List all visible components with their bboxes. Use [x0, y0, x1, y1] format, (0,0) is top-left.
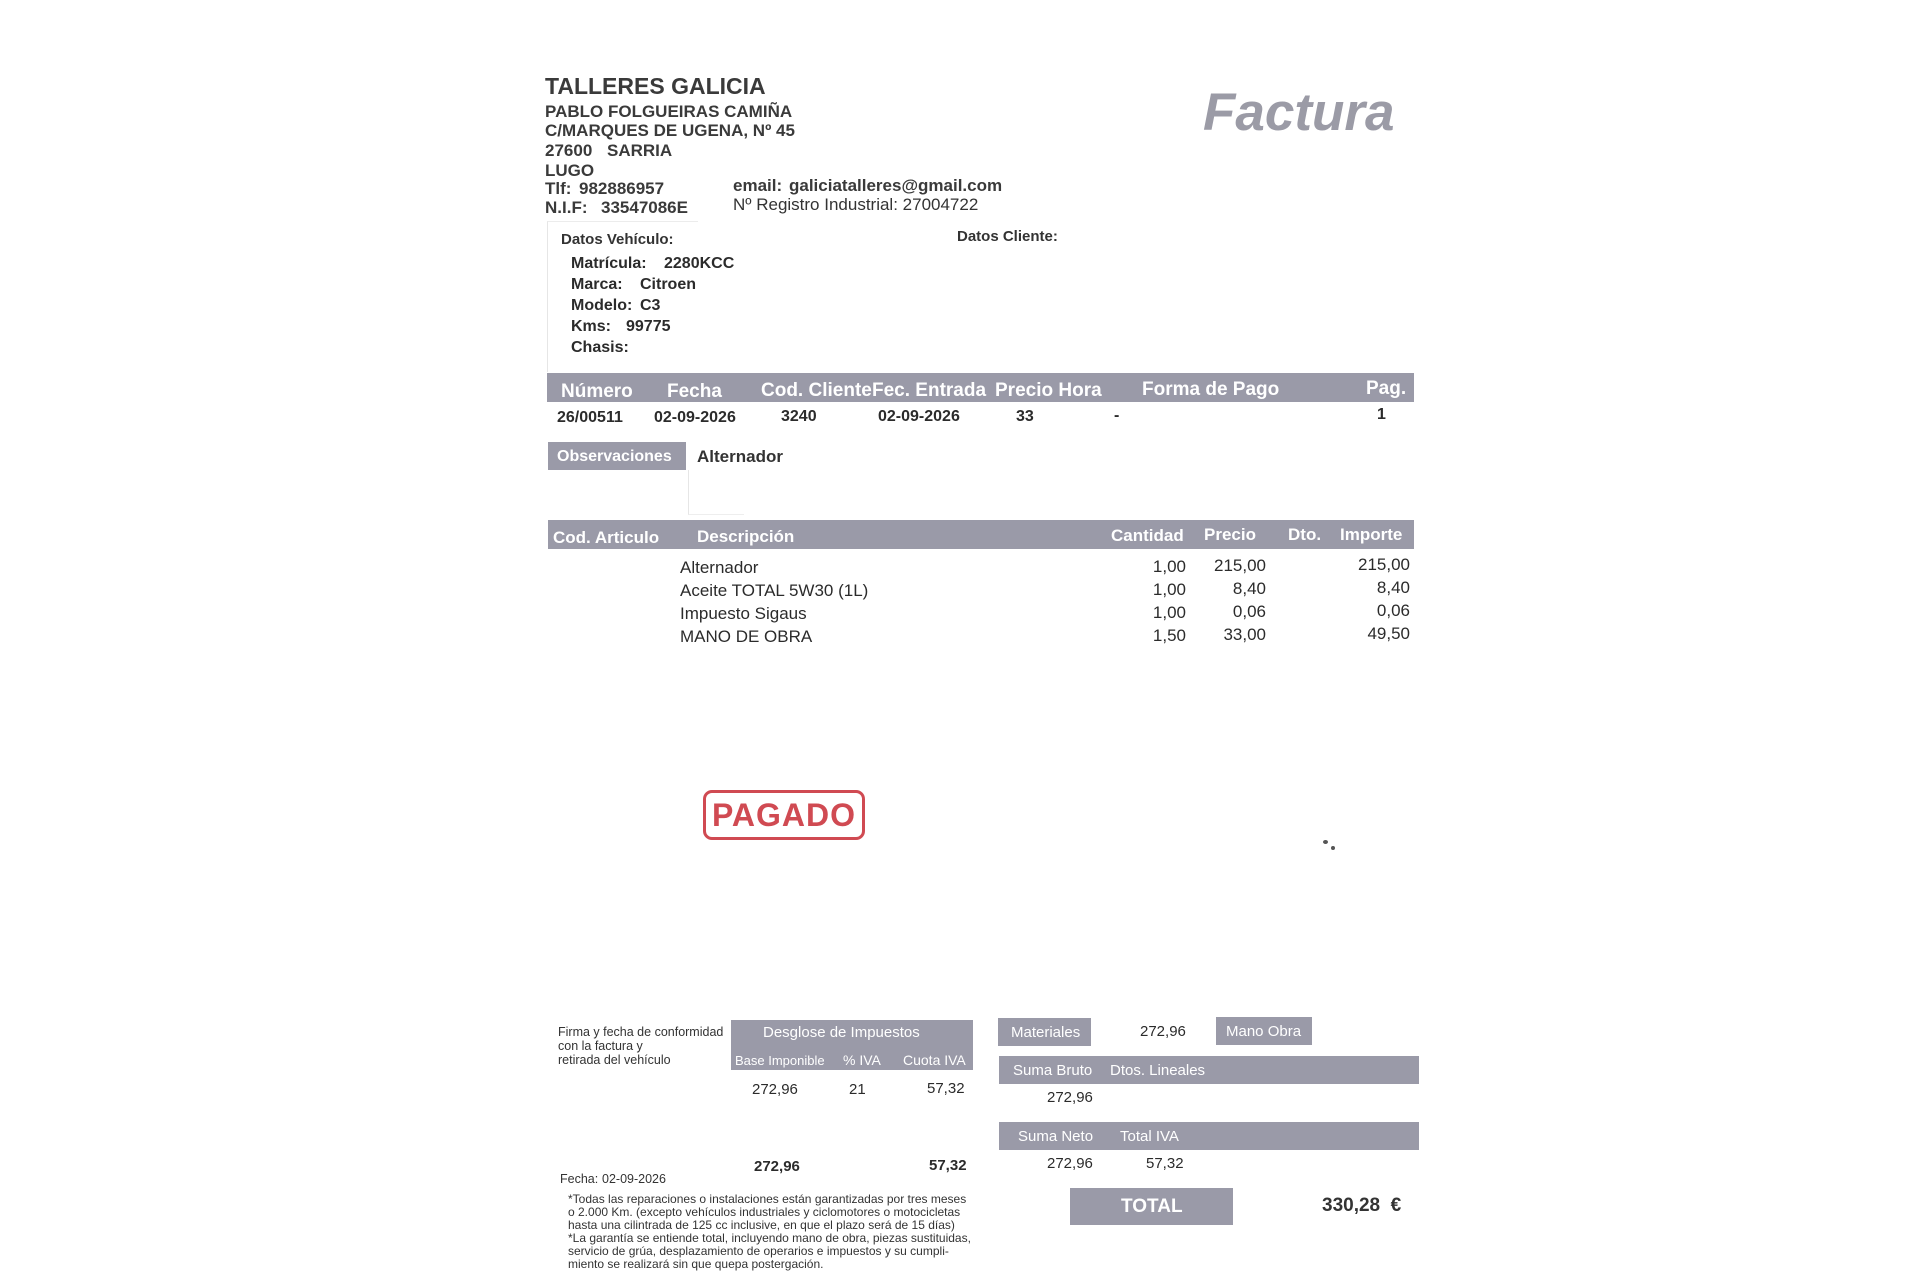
industrial-registry: Nº Registro Industrial: 27004722: [733, 195, 979, 214]
warranty-line-2: o 2.000 Km. (excepto vehículos industriales y ciclomotores o motocicletas: [568, 1205, 961, 1219]
tax-quota: 57,32: [927, 1080, 965, 1097]
phone-label: Tlf:: [545, 179, 572, 198]
item-description: Alternador: [680, 558, 759, 577]
col-date: Fecha: [667, 381, 722, 402]
signature-line-3: retirada del vehículo: [558, 1053, 671, 1067]
client-code: 3240: [781, 408, 817, 425]
signature-date-label: Fecha:: [560, 1172, 599, 1186]
warranty-line-3: hasta una cilintrada de 125 cc inclusive, en que el plazo será de 15 días): [568, 1218, 955, 1232]
company-name: TALLERES GALICIA: [545, 73, 766, 99]
signature-line-2: con la factura y: [558, 1039, 643, 1053]
item-quantity: 1,50: [1152, 626, 1186, 645]
kms-label: Kms:: [571, 318, 612, 335]
email-value: galiciatalleres@gmail.com: [789, 176, 1003, 195]
item-price: 0,06: [1232, 602, 1266, 621]
company-province: LUGO: [545, 161, 595, 180]
warranty-line-4: *La garantía se entiende total, incluyendo mano de obra, piezas sustituidas,: [568, 1231, 971, 1245]
warranty-line-5: servicio de grúa, desplazamiento de operarios e impuestos y su cumpli-: [568, 1244, 949, 1258]
vat-total-value: 57,32: [1146, 1155, 1184, 1172]
grand-total: 330,28 €: [1322, 1195, 1402, 1216]
brand-value: Citroen: [640, 276, 696, 293]
col-article-code: Cod. Articulo: [553, 528, 660, 547]
tax-total-base: 272,96: [754, 1158, 800, 1175]
tax-base: 272,96: [752, 1081, 798, 1098]
payment-method: -: [1114, 407, 1120, 424]
item-amount: 49,50: [1367, 624, 1410, 643]
item-description: Impuesto Sigaus: [680, 604, 807, 623]
col-entry-date: Fec. Entrada: [872, 380, 987, 401]
col-number: Número: [561, 381, 633, 402]
scan-speck: [1331, 846, 1335, 850]
col-quantity: Cantidad: [1111, 526, 1184, 545]
entry-date: 02-09-2026: [878, 408, 960, 425]
phone-value: 982886957: [579, 179, 665, 198]
vat-total-label: Total IVA: [1120, 1128, 1179, 1145]
materials-label: Materiales: [1011, 1024, 1081, 1041]
invoice-date: 02-09-2026: [654, 409, 736, 426]
nif-label: N.I.F:: [545, 198, 588, 217]
item-price: 8,40: [1232, 579, 1266, 598]
model-label: Modelo:: [571, 297, 633, 314]
paid-stamp: PAGADO: [703, 790, 865, 840]
col-hour-price: Precio Hora: [995, 380, 1102, 401]
item-quantity: 1,00: [1152, 603, 1186, 622]
labour-label: Mano Obra: [1226, 1023, 1302, 1040]
item-quantity: 1,00: [1152, 580, 1186, 599]
page-number: 1: [1377, 406, 1386, 423]
tax-total-quota: 57,32: [929, 1157, 967, 1174]
hour-price: 33: [1016, 408, 1034, 425]
col-discount: Dto.: [1288, 525, 1322, 544]
company-owner: PABLO FOLGUEIRAS CAMIÑA: [545, 102, 793, 121]
chassis-label: Chasis:: [571, 339, 629, 356]
observations-label: Observaciones: [557, 448, 672, 465]
col-description: Descripción: [697, 527, 795, 546]
gross-value: 272,96: [1047, 1089, 1093, 1106]
net-label: Suma Neto: [1018, 1128, 1094, 1145]
col-client-code: Cod. Cliente: [761, 380, 872, 401]
brand-label: Marca:: [571, 276, 623, 293]
nif-value: 33547086E: [601, 198, 688, 217]
warranty-line-1: *Todas las reparaciones o instalaciones están garantizadas por tres meses: [568, 1192, 967, 1206]
materials-value: 272,96: [1140, 1023, 1186, 1040]
document-title: Factura: [1203, 83, 1395, 142]
net-value: 272,96: [1047, 1155, 1093, 1172]
item-price: 215,00: [1214, 556, 1266, 575]
company-postal-code: 27600: [545, 141, 593, 160]
line-discounts-label: Dtos. Lineales: [1110, 1062, 1206, 1079]
scan-speck: [1323, 840, 1328, 844]
signature-date: 02-09-2026: [602, 1172, 666, 1186]
warranty-line-6: miento se realizará sin que quepa postergación.: [568, 1257, 824, 1271]
col-amount: Importe: [1340, 525, 1403, 544]
item-amount: 0,06: [1376, 601, 1410, 620]
gross-label: Suma Bruto: [1013, 1062, 1093, 1079]
plate-label: Matrícula:: [571, 255, 647, 272]
item-price: 33,00: [1223, 625, 1266, 644]
col-page: Pag.: [1366, 378, 1407, 399]
col-payment-method: Forma de Pago: [1142, 379, 1280, 400]
vehicle-section-label: Datos Vehículo:: [561, 231, 674, 248]
item-description: Aceite TOTAL 5W30 (1L): [680, 581, 869, 600]
item-description: MANO DE OBRA: [680, 627, 813, 646]
tax-breakdown-title: Desglose de Impuestos: [763, 1024, 920, 1041]
kms-value: 99775: [626, 318, 671, 335]
email-label: email:: [733, 176, 783, 195]
col-price: Precio: [1204, 525, 1256, 544]
observations-box-frame: [688, 470, 744, 515]
tax-pct: 21: [849, 1081, 866, 1098]
tax-col-pct: % IVA: [843, 1052, 881, 1068]
model-value: C3: [640, 297, 661, 314]
total-label: TOTAL: [1121, 1196, 1183, 1217]
plate-value: 2280KCC: [664, 255, 735, 272]
company-street: C/MARQUES DE UGENA, Nº 45: [545, 121, 795, 140]
company-city: SARRIA: [607, 141, 673, 160]
items-header-bar: [548, 520, 1414, 549]
tax-col-base: Base Imponible: [735, 1053, 825, 1068]
invoice-number: 26/00511: [557, 409, 623, 426]
item-quantity: 1,00: [1152, 557, 1186, 576]
item-amount: 8,40: [1376, 578, 1410, 597]
tax-col-quota: Cuota IVA: [903, 1052, 966, 1068]
signature-line-1: Firma y fecha de conformidad: [558, 1025, 724, 1039]
observations-text: Alternador: [697, 447, 783, 466]
item-amount: 215,00: [1358, 555, 1410, 574]
client-section-label: Datos Cliente:: [957, 228, 1058, 245]
